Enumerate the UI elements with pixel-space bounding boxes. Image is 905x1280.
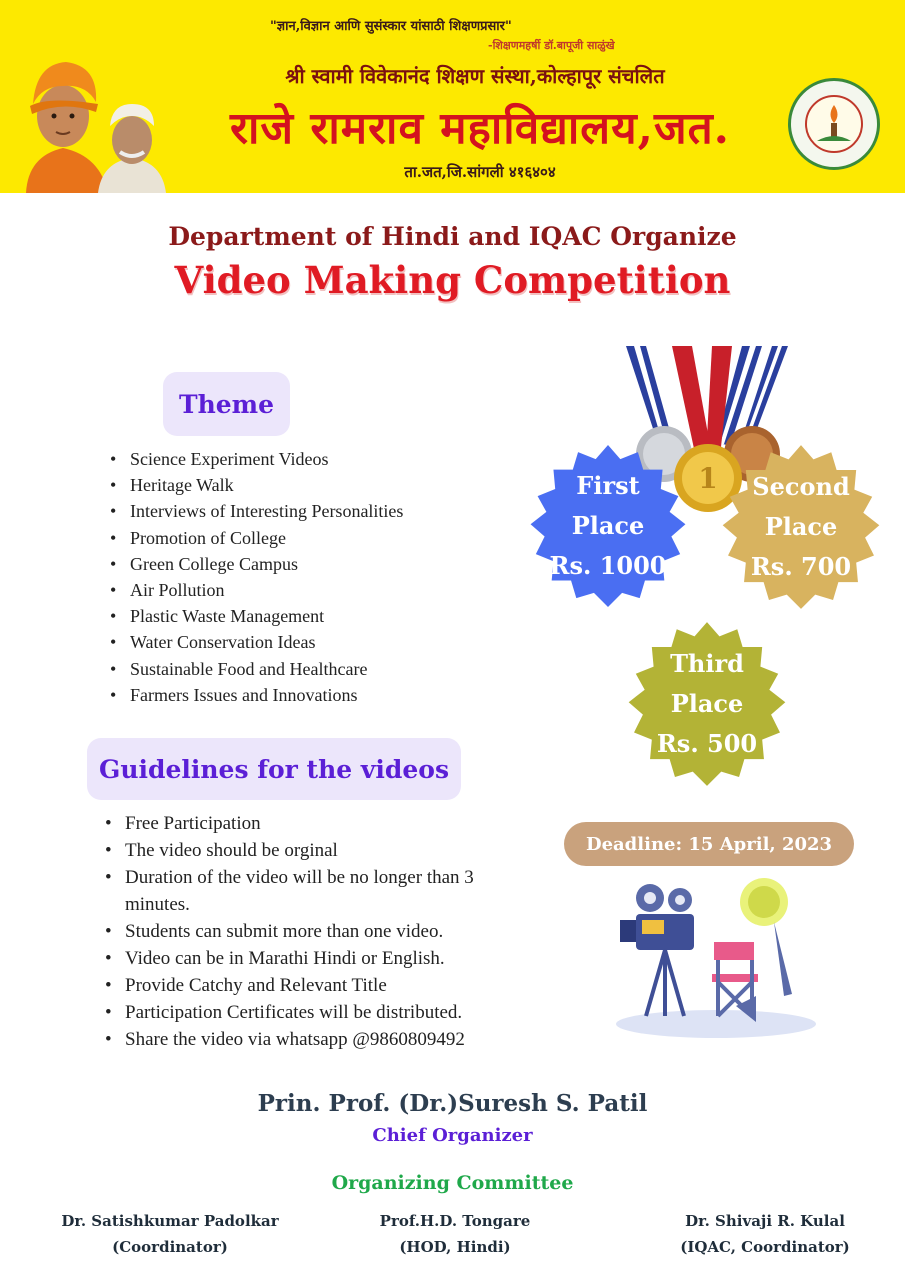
committee-member (40, 1208, 300, 1260)
list-item: • Sustainable Food and Healthcare (108, 656, 528, 682)
list-item: • The video should be orginal (103, 837, 543, 864)
list-item: • Farmers Issues and Innovations (108, 682, 528, 708)
competition-title: Video Making Competition (174, 258, 731, 302)
list-item: • Plastic Waste Management (108, 603, 528, 629)
college-name: राजे रामराव महाविद्यालय,जत. (229, 103, 730, 154)
member-name: Dr. Shivaji R. Kulal (685, 1212, 845, 1230)
svg-text:1: 1 (698, 462, 718, 495)
member-name: Dr. Satishkumar Padolkar (61, 1212, 279, 1230)
committee-member (330, 1208, 580, 1260)
list-item: • Students can submit more than one video. (103, 918, 543, 945)
principal-name: Prin. Prof. (Dr.)Suresh S. Patil (257, 1090, 648, 1117)
list-item: • Interviews of Interesting Personalities (108, 498, 528, 524)
third-prize-badge (618, 615, 796, 793)
prize-place: Place (571, 511, 645, 540)
list-item: • Science Experiment Videos (108, 446, 528, 472)
prize-place: Second (752, 472, 850, 501)
committee-member (640, 1208, 890, 1260)
member-role: (IQAC, Coordinator) (680, 1238, 850, 1256)
prize-amount: Rs. 500 (656, 729, 758, 758)
header-banner (0, 0, 905, 193)
list-item: • Heritage Walk (108, 472, 528, 498)
list-item: • Provide Catchy and Relevant Title (103, 972, 543, 999)
prize-amount: Rs. 1000 (549, 551, 667, 580)
chief-organizer-label: Chief Organizer (372, 1125, 533, 1146)
emblem-inner (805, 95, 863, 153)
member-name: Prof.H.D. Tongare (379, 1212, 531, 1230)
sanstha-name: श्री स्वामी विवेकानंद शिक्षण संस्था,कोल्हापूर संचलित (285, 64, 665, 88)
motto-author: -शिक्षणमहर्षी डॉ.बापूजी साळुंखे (488, 39, 615, 52)
second-prize-badge (712, 438, 890, 616)
list-item: • Promotion of College (108, 525, 528, 551)
bapuji-portrait-icon (96, 100, 168, 193)
torch-icon (807, 97, 861, 151)
theme-heading: Theme (163, 372, 290, 436)
list-item: • Share the video via whatsapp @9860809492 (103, 1026, 543, 1053)
film-set-illustration-icon (606, 876, 818, 1042)
deadline-badge: Deadline: 15 April, 2023 (564, 822, 854, 866)
member-role: (Coordinator) (112, 1238, 228, 1256)
department-title: Department of Hindi and IQAC Organize (168, 222, 737, 251)
list-item: • Participation Certificates will be distributed. (103, 999, 543, 1026)
list-item: • Duration of the video will be no longer than 3 minutes. (103, 864, 543, 918)
theme-list (108, 446, 528, 708)
committee-heading: Organizing Committee (331, 1172, 574, 1194)
first-prize-badge (520, 438, 696, 614)
prize-place: Place (670, 689, 744, 718)
list-item: • Water Conservation Ideas (108, 629, 528, 655)
list-item: • Air Pollution (108, 577, 528, 603)
prize-place: Third (670, 649, 744, 678)
college-emblem-icon (788, 78, 880, 170)
college-address: ता.जत,जि.सांगली ४१६४०४ (404, 163, 556, 181)
list-item: • Video can be in Marathi Hindi or English. (103, 945, 543, 972)
list-item: • Free Participation (103, 810, 543, 837)
prize-amount: Rs. 700 (750, 552, 852, 581)
guidelines-heading: Guidelines for the videos (87, 738, 461, 800)
guidelines-list (103, 810, 543, 1053)
member-role: (HOD, Hindi) (399, 1238, 511, 1256)
prize-place: First (576, 471, 640, 500)
prize-place: Place (764, 512, 838, 541)
motto: "ज्ञान,विज्ञान आणि सुसंस्कार यांसाठी शिक्षणप्रसार" (270, 19, 512, 34)
list-item: • Green College Campus (108, 551, 528, 577)
